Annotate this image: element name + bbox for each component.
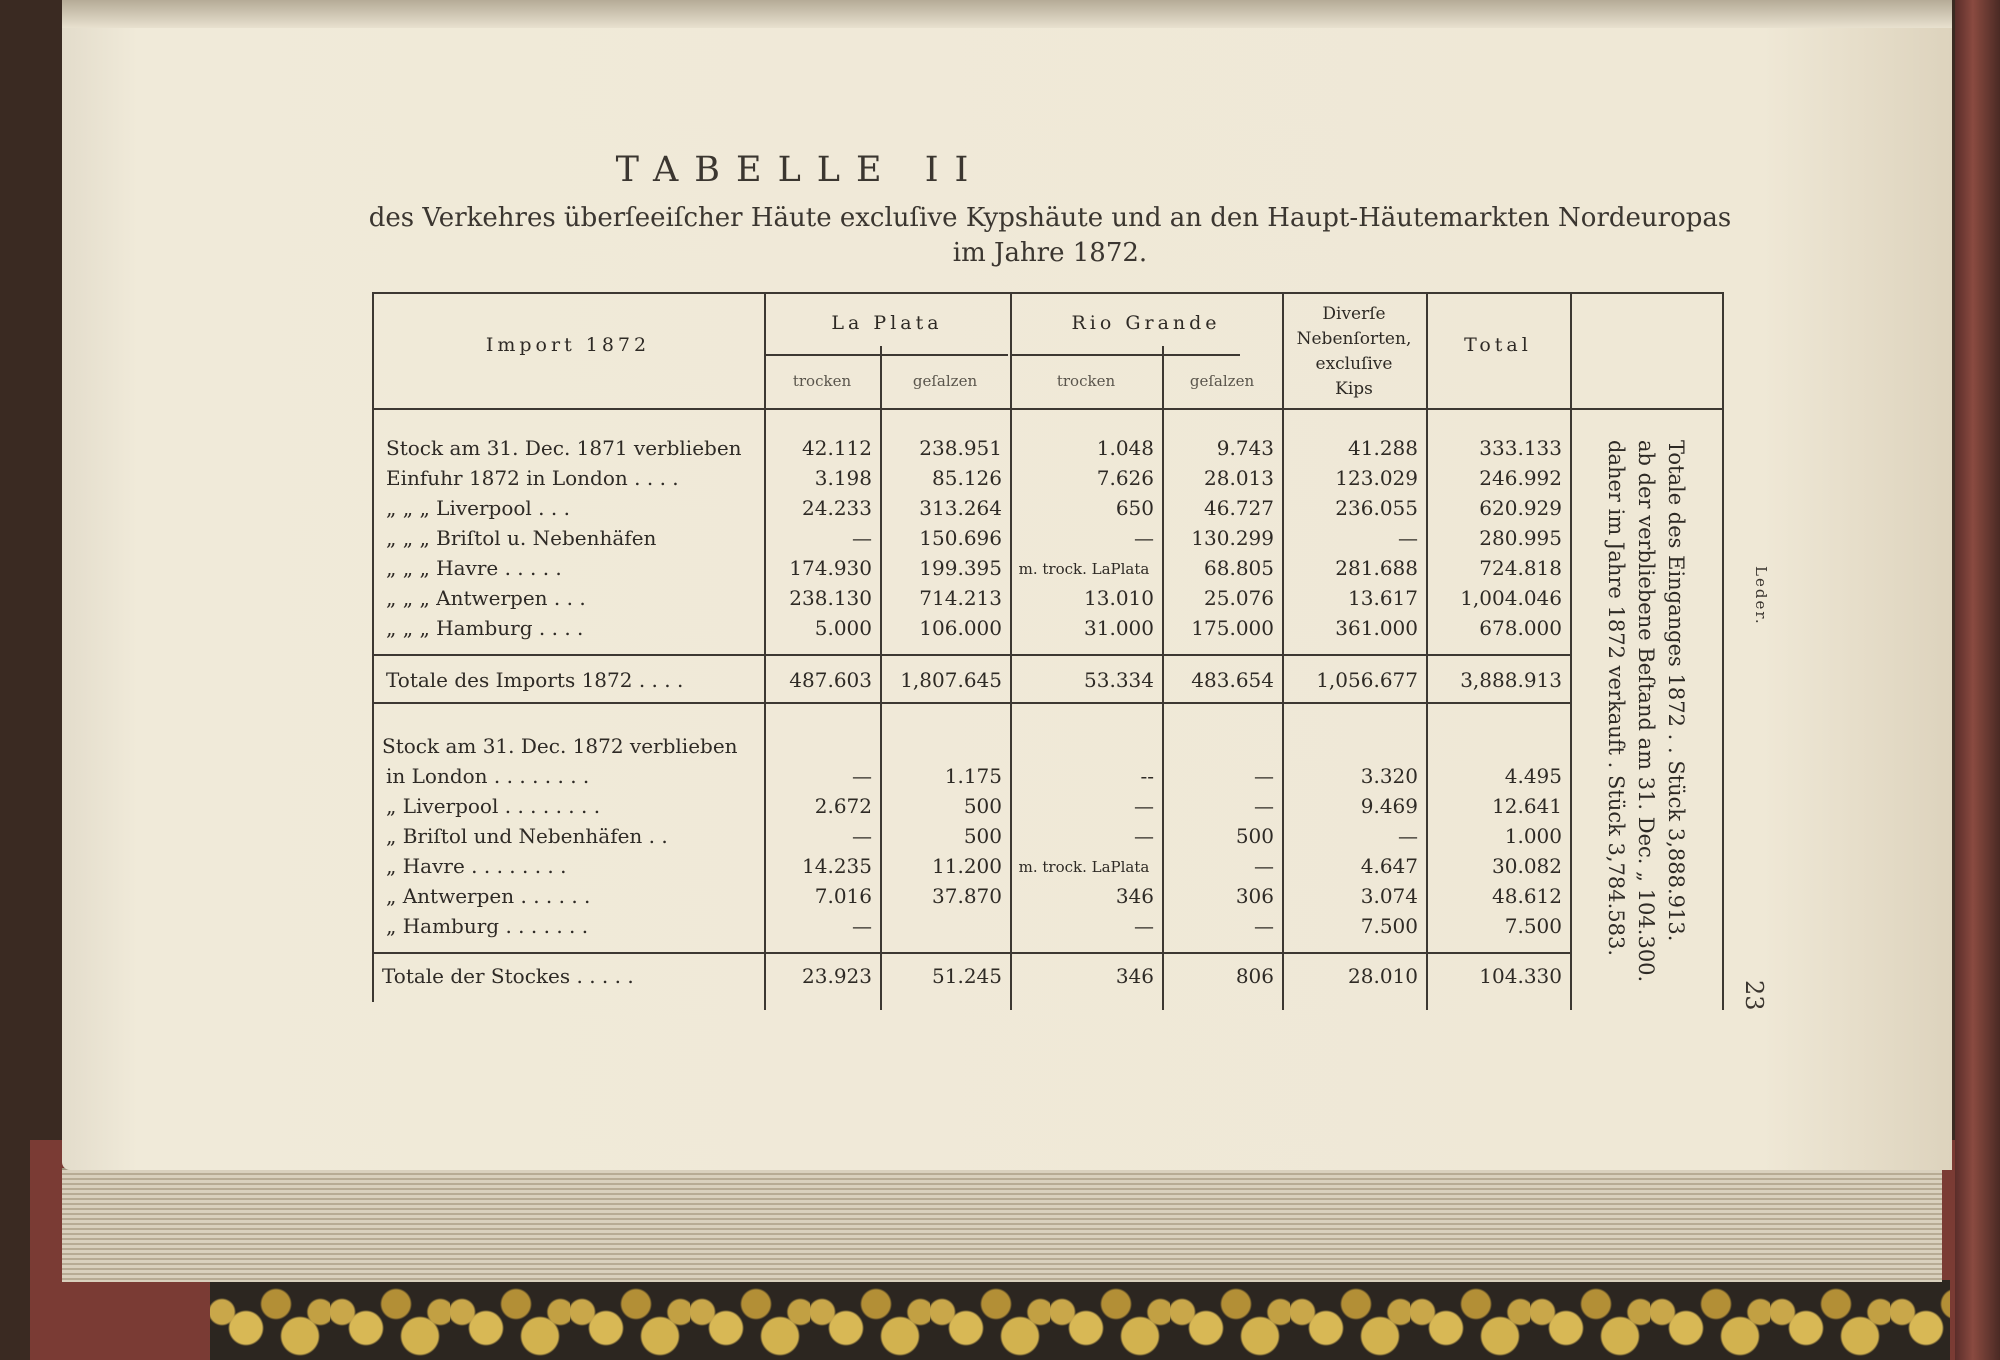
table-cell: 2.672 <box>814 794 872 818</box>
table-cell: -- <box>1140 764 1154 788</box>
table-cell: 500 <box>963 794 1002 818</box>
table-cell: 23.923 <box>802 964 872 988</box>
row-label: „ Liverpool . . . . . . . . <box>386 794 601 818</box>
table-cell: 236.055 <box>1335 496 1418 520</box>
table-cell: 238.951 <box>919 436 1002 460</box>
stock-heading: Stock am 31. Dec. 1872 verblieben <box>382 734 738 758</box>
row-label: „ Antwerpen . . . . . . <box>386 884 591 908</box>
table-cell: 106.000 <box>919 616 1002 640</box>
header-diverse: Diverſe Nebenſorten, excluſive Kips <box>1296 304 1412 399</box>
table-cell: 1,056.677 <box>1316 668 1418 692</box>
table-cell: 48.612 <box>1492 884 1562 908</box>
table-cell: 346 <box>1115 884 1154 908</box>
table-cell: 24.233 <box>802 496 872 520</box>
table-cell: 4.495 <box>1504 764 1562 788</box>
table-cell: 678.000 <box>1479 616 1562 640</box>
table-cell: 31.000 <box>1084 616 1154 640</box>
table-cell: — <box>1254 914 1274 938</box>
table-cell: 7.016 <box>814 884 872 908</box>
table-title: TABELLE II <box>615 150 985 190</box>
table-cell: 68.805 <box>1204 556 1274 580</box>
table-cell: — <box>852 824 872 848</box>
row-label: „ Havre . . . . . . . . <box>386 854 567 878</box>
table-cell: 199.395 <box>919 556 1002 580</box>
table-cell: 3.074 <box>1360 884 1418 908</box>
table-cell: 14.235 <box>802 854 872 878</box>
table-cell: 3,888.913 <box>1460 668 1562 692</box>
table-cell: — <box>1134 824 1154 848</box>
row-label: „ „ „ Liverpool . . . <box>386 496 570 520</box>
table-cell: 51.245 <box>932 964 1002 988</box>
page-top-rim <box>62 0 1952 28</box>
table-cell: 7.500 <box>1504 914 1562 938</box>
table-cell: — <box>1398 526 1418 550</box>
table-cell: 1.175 <box>944 764 1002 788</box>
table-cell: 9.469 <box>1360 794 1418 818</box>
table-cell: 42.112 <box>802 436 872 460</box>
table-cell: 238.130 <box>789 586 872 610</box>
table-cell: 280.995 <box>1479 526 1562 550</box>
table-cell: 3.320 <box>1360 764 1418 788</box>
table-cell: 9.743 <box>1216 436 1274 460</box>
table-cell: — <box>852 914 872 938</box>
table-cell: — <box>1254 764 1274 788</box>
table-cell: 620.929 <box>1479 496 1562 520</box>
table-cell: 650 <box>1115 496 1154 520</box>
table-cell: 483.654 <box>1191 668 1274 692</box>
table-cell: 37.870 <box>932 884 1002 908</box>
table-cell: 5.000 <box>814 616 872 640</box>
import-total-label: Totale des Imports 1872 . . . . <box>386 668 684 692</box>
row-label: „ „ „ Havre . . . . . <box>386 556 562 580</box>
row-label: in London . . . . . . . . <box>386 764 590 788</box>
table-cell: 12.641 <box>1492 794 1562 818</box>
marbled-edge <box>210 1280 1950 1360</box>
side-note-2: ab der verbliebene Beſtand am 31. Dec. „ 104.300. <box>1634 440 1658 983</box>
table-cell: 346 <box>1115 964 1154 988</box>
table-cell: m. trock. LaPlata <box>1018 858 1150 876</box>
table-cell: 500 <box>1235 824 1274 848</box>
row-label: Einfuhr 1872 in London . . . . <box>386 466 679 490</box>
row-label: Stock am 31. Dec. 1871 verblieben <box>386 436 742 460</box>
side-note-3: daher im Jahre 1872 verkauft . Stück 3,784.583. <box>1604 440 1628 957</box>
header-rio-grande: Rio Grande <box>1071 312 1221 334</box>
table-subtitle: des Verkehres überſeeiſcher Häute excluſive Kypshäute und an den Haupt-Häutemarkten Nordeuropas <box>368 203 1732 233</box>
table-cell: 487.603 <box>789 668 872 692</box>
table-cell: 85.126 <box>932 466 1002 490</box>
table-cell: 3.198 <box>814 466 872 490</box>
table-cell: — <box>1134 794 1154 818</box>
import-rio-dash: — <box>1134 526 1154 550</box>
table-cell: 4.647 <box>1360 854 1418 878</box>
stock-total-label: Totale der Stockes . . . . . <box>382 964 634 988</box>
header-rio-grande-gesalzen: geſalzen <box>1189 372 1255 390</box>
header-la-plata-trocken: trocken <box>792 372 852 390</box>
table-cell: 11.200 <box>932 854 1002 878</box>
table-cell: — <box>1134 914 1154 938</box>
table-cell: 500 <box>963 824 1002 848</box>
table-cell: 25.076 <box>1204 586 1274 610</box>
table-cell: — <box>852 526 872 550</box>
running-head: Leder. <box>1752 566 1770 626</box>
table-cell: 13.617 <box>1348 586 1418 610</box>
table-cell: 30.082 <box>1492 854 1562 878</box>
table-cell: 28.013 <box>1204 466 1274 490</box>
table-cell: 306 <box>1235 884 1274 908</box>
header-import: Import 1872 <box>485 334 651 356</box>
book-spine-edge <box>1955 0 2000 1360</box>
table-cell: 806 <box>1235 964 1274 988</box>
row-label: „ Hamburg . . . . . . . <box>386 914 589 938</box>
table-cell: 13.010 <box>1084 586 1154 610</box>
table-cell: — <box>1398 824 1418 848</box>
table-cell: 130.299 <box>1191 526 1274 550</box>
row-label: „ Briſtol und Nebenhäfen . . <box>386 824 668 848</box>
header-rio-grande-trocken: trocken <box>1056 372 1116 390</box>
table-cell: 7.500 <box>1360 914 1418 938</box>
table-cell: 175.000 <box>1191 616 1274 640</box>
table-cell: 724.818 <box>1479 556 1562 580</box>
table-cell: 53.334 <box>1084 668 1154 692</box>
row-label: „ „ „ Hamburg . . . . <box>386 616 584 640</box>
table-cell: — <box>852 764 872 788</box>
side-note-1: Totale des Einganges 1872 . . Stück 3,888.913. <box>1664 440 1688 942</box>
table-cell: 46.727 <box>1204 496 1274 520</box>
table-cell: 174.930 <box>789 556 872 580</box>
data-table <box>372 292 1724 1010</box>
table-cell: 361.000 <box>1335 616 1418 640</box>
table-cell: 246.992 <box>1479 466 1562 490</box>
table-cell: 41.288 <box>1348 436 1418 460</box>
row-label: „ „ „ Briſtol u. Nebenhäfen <box>386 526 657 550</box>
table-cell: 1,807.645 <box>900 668 1002 692</box>
header-total: Total <box>1464 334 1532 356</box>
table-cell: 1.000 <box>1504 824 1562 848</box>
page-number: 23 <box>1740 980 1768 1011</box>
page-stack <box>62 1168 1942 1282</box>
table-cell: 7.626 <box>1096 466 1154 490</box>
table-cell: 333.133 <box>1479 436 1562 460</box>
table-cell: 1,004.046 <box>1460 586 1562 610</box>
header-la-plata-gesalzen: geſalzen <box>912 372 978 390</box>
table-year: im Jahre 1872. <box>952 238 1148 268</box>
table-cell: 1.048 <box>1096 436 1154 460</box>
table-cell: 714.213 <box>919 586 1002 610</box>
table-cell: 281.688 <box>1335 556 1418 580</box>
table-cell: 104.330 <box>1479 964 1562 988</box>
table-cell: — <box>1254 854 1274 878</box>
table-cell: 123.029 <box>1335 466 1418 490</box>
table-cell: 313.264 <box>919 496 1002 520</box>
table-cell: — <box>1254 794 1274 818</box>
table-cell: 28.010 <box>1348 964 1418 988</box>
table-cell: m. trock. LaPlata <box>1018 560 1150 578</box>
header-la-plata: La Plata <box>831 312 943 334</box>
table-cell: 150.696 <box>919 526 1002 550</box>
row-label: „ „ „ Antwerpen . . . <box>386 586 586 610</box>
